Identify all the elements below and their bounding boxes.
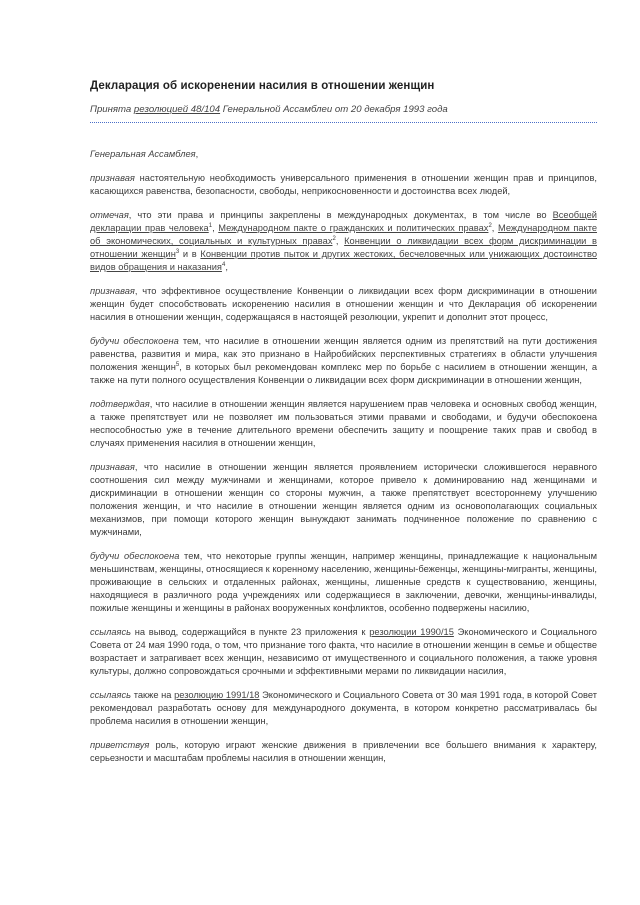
paragraph-text: роль, которую играют женские движения в привлечении все большего внимания к характеру, серьезности и масштабам проблемы насилия в отношении женщин, [90,740,597,763]
preamble-paragraph [90,689,597,728]
paragraph-text: на вывод, содержащийся в пункте 23 приложения к [131,627,370,637]
paragraph-text: , [195,149,199,159]
document-link[interactable]: Международном пакте об экономических, социальных и культурных правах [90,223,598,246]
footnote-ref[interactable]: 3 [175,248,180,255]
lead-phrase: отмечая [90,210,129,220]
resolution-link[interactable]: резолюцией 48/104 [133,104,221,115]
paragraph-text: , что насилие в отношении женщин является нарушением прав человека и основных свобод женщин, а также препятствует или не позволяет им пользоваться этими правами и свободами, и будучи обеспокоена неспособностью уже в течение длительного времени обеспечить защиту и поощрение таких прав и свобод в случаях применения насилия в отношении женщин, [90,399,597,448]
footnote-ref[interactable]: 2 [488,222,492,229]
paragraph-text: , что насилие в отношении женщин является проявлением исторически сложившегося неравного соотношения сил между мужчинами и женщинами, которое привело к доминированию над женщинами и дискриминации в отношении женщин со стороны мужчин, а также препятствует всестороннему улучшению положения женщин, и что насилие в отношении женщин является одним из основополагающих социальных механизмов, при помощи которого женщин вынуждают занимать подчиненное положение по сравнению с мужчинами, [90,462,597,537]
paragraph-text: , [335,236,345,246]
footnote-ref[interactable]: 2 [332,235,336,242]
paragraph-text: и в [179,249,201,259]
paragraph-text: , что эффективное осуществление Конвенции о ликвидации всех форм дискриминации в отношении женщин будет способствовать искоренению насилия в отношении женщин и что Декларация об искоренении насилия в отношении женщин, содержащаяся в настоящей резолюции, укрепит и дополнит этот процесс, [90,286,597,322]
document [90,80,597,776]
document-body [90,148,597,765]
adoption-note-prefix: Принята [90,104,134,115]
paragraph-text: тем, что насилие в отношении женщин является одним из препятствий на пути достижения равенства, развития и мира, как это признано в Найробийских перспективных стратегиях в области улучшения положения женщин [90,336,597,372]
lead-phrase: признавая [90,286,135,296]
paragraph-text: , в которых был рекомендован комплекс мер по борьбе с насилием в отношении женщин, а также на пути полного осуществления Конвенции о ликвидации всех форм дискриминации в отношении женщин, [90,362,597,385]
footnote-ref[interactable]: 4 [221,261,226,268]
lead-phrase: признавая [90,173,135,183]
adoption-note-suffix: Генеральной Ассамблеи от 20 декабря 1993 года [220,104,448,115]
preamble-paragraph [90,172,597,198]
document-title: Декларация об искоренении насилия в отношении женщин [90,80,435,92]
document-link[interactable]: Конвенции о ликвидации всех форм дискриминации в отношении женщин [90,236,597,259]
paragraph-text: также на [131,690,175,700]
lead-phrase: подтверждая [90,399,150,409]
document-link[interactable]: резолюции 1990/15 [369,627,454,637]
lead-phrase: будучи обеспокоена [90,551,180,561]
adoption-note [90,104,597,115]
preamble-paragraph [90,739,597,765]
paragraph-text: Экономического и Социального Совета от 30 мая 1991 года, в которой Совет рекомендовал разработать основу для международного документа, в котором конкретно рассматривалась бы проблема насилия в отношении женщин, [90,690,597,726]
paragraph-text: настоятельную необходимость универсального применения в отношении женщин прав и принципов, касающихся равенства, безопасности, свободы, неприкосновенности и достоинства всех людей, [90,173,597,196]
preamble-paragraph [90,285,597,324]
preamble-paragraph [90,398,597,450]
paragraph-text: тем, что некоторые группы женщин, например женщины, принадлежащие к национальным меньшинствам, женщины, относящиеся к коренному населению, женщины-беженцы, женщины-мигранты, женщины, проживающие в сельских и отдаленных районах, женщины, лишенные средств к существованию, женщины, находящиеся в различного рода учреждениях или содержащиеся в заключении, девочки, женщины-инвалиды, пожилые женщины и женщины в районах вооруженных конфликтов, особенно подвержены насилию, [90,551,598,613]
footnote-ref[interactable]: 1 [208,222,213,229]
lead-phrase: приветствуя [90,740,150,750]
paragraph-text: , [225,262,228,272]
lead-phrase: ссылаясь [90,690,132,700]
preamble-paragraph [90,461,597,539]
paragraph-text: , [212,223,219,233]
document-link[interactable]: Международном пакте о гражданских и политических правах [218,223,489,233]
lead-phrase: Генеральная Ассамблея [90,149,196,159]
document-link[interactable]: резолюцию 1991/18 [174,690,260,700]
divider [90,122,597,123]
lead-phrase: ссылаясь [90,627,132,637]
document-link[interactable]: Конвенции против пыток и других жестоких, бесчеловечных или унижающих достоинство видов обращения и наказания [90,249,598,272]
preamble-paragraph [90,209,597,274]
document-link[interactable]: Всеобщей декларации прав человека [90,210,597,233]
paragraph-text: Экономического и Социального Совета от 24 мая 1990 года, о том, что признание того факта, что насилие в отношении женщин в семье и обществе возрастает и затрагивает всех женщин, независимо от имущественного и социального положения, а также уровня культуры, должно сопровождаться срочными и эффективными мерами по ликвидации насилия, [90,627,597,676]
preamble-paragraph [90,550,597,615]
preamble-paragraph [90,335,597,387]
footnote-ref[interactable]: 5 [175,361,180,368]
preamble-paragraph [90,148,597,161]
preamble-paragraph [90,626,597,678]
paragraph-text: , что эти права и принципы закреплены в международных документах, в том числе во [128,210,553,220]
lead-phrase: будучи обеспокоена [90,336,179,346]
lead-phrase: признавая [90,462,135,472]
paragraph-text: , [491,223,498,233]
